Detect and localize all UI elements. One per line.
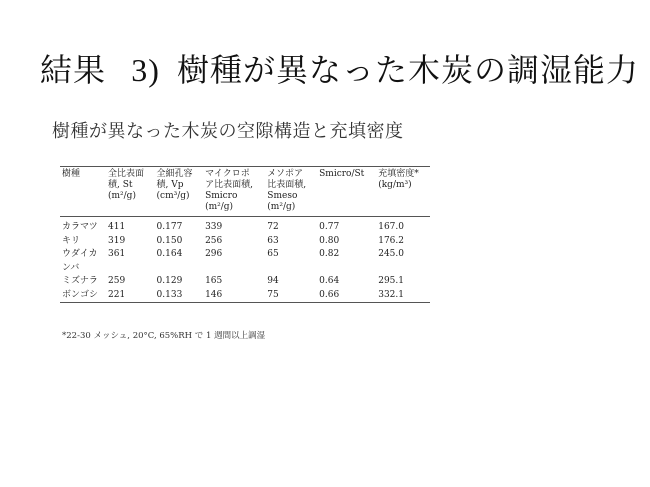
header-line: 積, Vp <box>156 180 184 190</box>
cell-density: 167.0 <box>378 222 404 232</box>
cell-density: 332.1 <box>378 289 404 300</box>
cell-smeso: 72 <box>267 222 279 232</box>
cell-smeso: 65 <box>267 249 279 259</box>
header-packing-density <box>376 167 430 217</box>
header-species <box>60 167 106 217</box>
cell-smicro: 339 <box>205 222 223 232</box>
cell-species: ミズナラ <box>62 276 98 286</box>
title-text: 樹種が異なった木炭の調湿能力 <box>177 51 640 89</box>
data-table <box>60 166 430 303</box>
cell-density: 176.2 <box>378 235 404 246</box>
header-line: マイクロポ <box>205 169 250 179</box>
species-line: ンバ <box>62 262 80 273</box>
cell-smicro: 296 <box>205 249 223 259</box>
header-line: 全比表面 <box>108 169 145 179</box>
header-line: 樹種 <box>62 169 81 179</box>
figure <box>52 120 452 341</box>
cell-ratio: 0.77 <box>319 222 340 232</box>
table-row <box>60 235 430 249</box>
cell-smeso: 75 <box>267 289 279 300</box>
header-line: ア比表面積, <box>205 180 253 190</box>
header-line: (m²/g) <box>108 191 136 201</box>
table-row <box>60 248 430 275</box>
table-footnote: *22-30 メッシュ, 20°C, 65%RH で 1 週間以上調湿 <box>62 331 266 341</box>
cell-density: 295.1 <box>378 276 404 286</box>
table-row <box>60 289 430 303</box>
cell-smeso: 94 <box>267 276 279 286</box>
cell-vp: 0.150 <box>156 235 183 246</box>
header-mesopore-area <box>265 167 317 217</box>
header-micropore-area <box>203 167 265 217</box>
cell-vp: 0.177 <box>156 222 183 232</box>
cell-ratio: 0.64 <box>319 276 340 286</box>
header-ratio <box>317 167 376 217</box>
cell-vp: 0.129 <box>156 276 183 286</box>
species-line: ウダイカ <box>62 249 98 259</box>
title-number: 3) <box>131 52 160 88</box>
header-line: Smeso <box>267 191 298 201</box>
header-line: メソポア <box>267 169 304 179</box>
cell-st: 221 <box>108 289 126 300</box>
cell-ratio: 0.80 <box>319 235 340 246</box>
cell-species: ボンゴシ <box>62 289 99 300</box>
slide-title <box>40 50 639 90</box>
header-line: (m²/g) <box>205 202 234 212</box>
cell-st: 361 <box>108 249 126 259</box>
cell-smeso: 63 <box>267 235 279 246</box>
figure-title: 樹種が異なった木炭の空隙構造と充填密度 <box>52 121 404 142</box>
cell-smicro: 256 <box>205 235 223 246</box>
cell-density: 245.0 <box>378 249 404 259</box>
header-line: (m²/g) <box>267 202 296 212</box>
header-line: 積, St <box>108 180 133 190</box>
header-line: (kg/m³) <box>378 180 412 190</box>
table-header-row <box>60 167 430 217</box>
header-total-surface-area <box>106 167 155 217</box>
table-row <box>60 275 430 289</box>
title-prefix: 結果 <box>40 51 107 89</box>
cell-st: 411 <box>108 222 126 232</box>
cell-smicro: 146 <box>205 289 223 300</box>
cell-vp: 0.164 <box>156 249 183 259</box>
cell-species <box>60 248 106 275</box>
cell-st: 259 <box>108 276 126 286</box>
cell-vp: 0.133 <box>156 289 183 300</box>
cell-species: カラマツ <box>62 222 98 232</box>
cell-smicro: 165 <box>205 276 223 286</box>
cell-st: 319 <box>108 235 126 246</box>
header-line: 充填密度* <box>378 169 419 179</box>
cell-species: キリ <box>62 235 81 246</box>
table-row <box>60 217 430 235</box>
header-line: 全細孔容 <box>156 169 193 179</box>
header-total-pore-volume <box>155 167 204 217</box>
header-line: Smicro <box>205 191 238 201</box>
header-line: 比表面積, <box>267 180 307 190</box>
cell-ratio: 0.82 <box>319 249 340 259</box>
cell-ratio: 0.66 <box>319 289 340 300</box>
header-line: Smicro/St <box>319 169 365 179</box>
header-line: (cm³/g) <box>156 191 190 201</box>
